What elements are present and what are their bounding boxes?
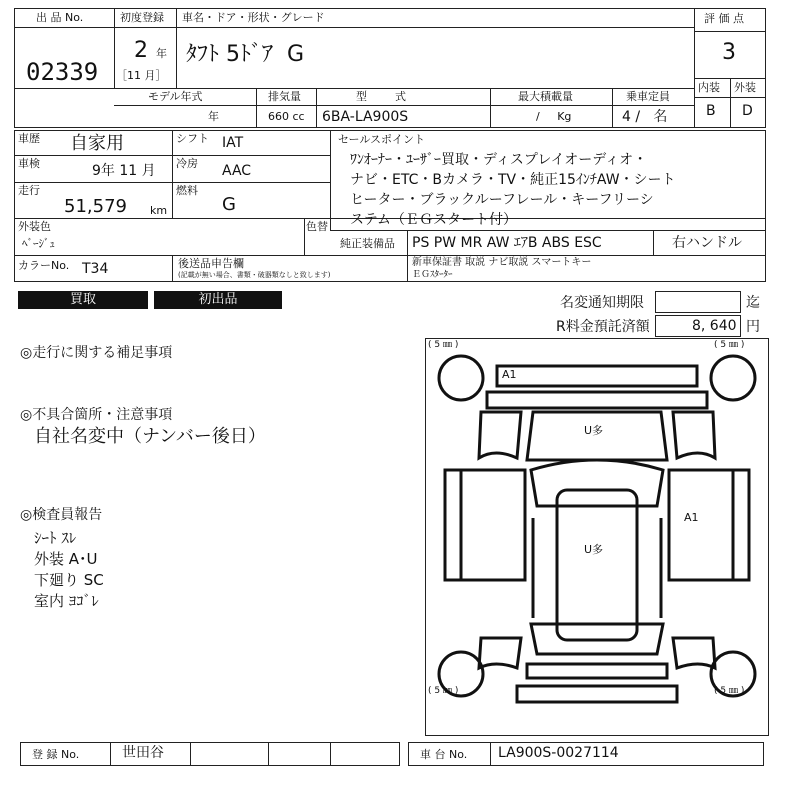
displacement-label: 排気量 bbox=[268, 90, 301, 103]
inspector-report bbox=[34, 528, 104, 612]
fuel: G bbox=[222, 194, 236, 215]
damage-mark-side: A1 bbox=[684, 511, 699, 524]
ac: AAC bbox=[222, 163, 252, 179]
recycle-label: R料金預託済額 bbox=[556, 319, 650, 335]
sales-line: ステム（ＥＧスタート付） bbox=[350, 212, 518, 228]
shift-label: シフト bbox=[176, 132, 209, 145]
reg-no: 世田谷 bbox=[122, 745, 164, 761]
inspector-line: 室内 ﾖｺﾞﾚ bbox=[34, 592, 99, 610]
first-reg-month: ［11 月］ bbox=[116, 69, 167, 82]
first-reg-year: 2 bbox=[134, 38, 148, 63]
car-name: ﾀﾌﾄ 5ﾄﾞｱ G bbox=[186, 42, 305, 67]
sales-line: ヒーター・ブラックルーフレール・キーフリーシ bbox=[350, 192, 654, 208]
damage-mark-front: A1 bbox=[502, 368, 517, 381]
score-label: 評 価 点 bbox=[704, 12, 744, 25]
color-no-label: カラーNo. bbox=[18, 259, 70, 272]
tire-tread-fl: ( 5 ㎜ ) bbox=[428, 340, 459, 350]
year-unit: 年 bbox=[156, 47, 167, 60]
displacement: 660 cc bbox=[268, 110, 305, 123]
max-load: / Kg bbox=[536, 110, 572, 123]
running-notes-label: ◎走行に関する補足事項 bbox=[20, 345, 173, 361]
sales-line: ﾜﾝｵｰﾅｰ・ﾕｰｻﾞｰ買取・ディスプレイオーディオ・ bbox=[350, 152, 648, 168]
interior-label: 内装 bbox=[698, 81, 720, 94]
type-label: 型 式 bbox=[356, 90, 406, 103]
first-reg-label: 初度登録 bbox=[120, 11, 164, 24]
equipment: PS PW MR AW ｴｱB ABS ESC bbox=[412, 235, 602, 251]
inspector-line: 下廻り SC bbox=[34, 571, 104, 589]
doc-label: 後送品申告欄 bbox=[178, 257, 244, 270]
sales-line: ナビ・ETC・Bカメラ・TV・純正15ｲﾝﾁAW・シート bbox=[350, 172, 676, 188]
car-outline bbox=[425, 338, 769, 736]
model-year-label: モデル年式 bbox=[148, 90, 203, 103]
tire-tread-rl: ( 5 ㎜ ) bbox=[428, 686, 459, 696]
ext-color-label: 外装色 bbox=[18, 220, 51, 233]
mileage: 51,579 bbox=[64, 196, 127, 217]
inspector-line: ｼｰﾄ ｽﾚ bbox=[34, 529, 77, 547]
color-change-label: 色替 bbox=[306, 220, 328, 233]
defect-notes-label: ◎不具合箇所・注意事項 bbox=[20, 407, 173, 423]
reg-no-label: 登 録 No. bbox=[32, 748, 80, 761]
history-label: 車歴 bbox=[18, 132, 40, 145]
sales-label: セールスポイント bbox=[338, 133, 426, 146]
max-load-label: 最大積載量 bbox=[518, 90, 573, 103]
recycle-unit: 円 bbox=[746, 319, 760, 335]
score: 3 bbox=[722, 40, 736, 65]
equipment-label: 純正装備品 bbox=[340, 237, 395, 250]
color-no: T34 bbox=[82, 261, 109, 277]
warranty: 新車保証書 取説 ナビ取説 スマートキー bbox=[412, 257, 592, 268]
name-change-unit: 迄 bbox=[746, 295, 760, 311]
exterior-label: 外装 bbox=[734, 81, 756, 94]
ac-label: 冷房 bbox=[176, 157, 198, 170]
defect-notes-text: 自社名変中（ナンバー後日） bbox=[34, 426, 266, 447]
doc-note: (記載が無い場合、書類・破器類なしと致します) bbox=[178, 271, 331, 279]
lot-no: 02339 bbox=[26, 58, 99, 86]
fuel-label: 燃料 bbox=[176, 184, 198, 197]
inspector-label: ◎検査員報告 bbox=[20, 507, 103, 523]
model-year-unit: 年 bbox=[208, 110, 219, 123]
interior-grade: B bbox=[706, 103, 716, 119]
inspection-label: 車検 bbox=[18, 157, 40, 170]
damage-mark-roof: U多 bbox=[584, 543, 604, 556]
inspector-line: 外装 A･U bbox=[34, 550, 98, 568]
first-listing-bar: 初出品 bbox=[154, 291, 282, 309]
ext-color: ﾍﾞｰｼﾞｭ bbox=[22, 237, 55, 250]
shift: IAT bbox=[222, 135, 244, 151]
name-change-box bbox=[655, 291, 741, 313]
name-change-label: 名変通知期限 bbox=[560, 295, 644, 311]
lot-no-label: 出 品 No. bbox=[36, 11, 84, 24]
name-label: 車名・ドア・形状・グレード bbox=[182, 11, 325, 24]
capacity: 4 / 名 bbox=[622, 109, 668, 125]
sales-points bbox=[350, 150, 676, 230]
capacity-label: 乗車定員 bbox=[626, 90, 670, 103]
chassis-no: LA900S-0027114 bbox=[498, 745, 619, 761]
buy-bar: 買取 bbox=[18, 291, 148, 309]
tire-tread-fr: ( 5 ㎜ ) bbox=[714, 340, 745, 350]
mileage-label: 走行 bbox=[18, 184, 40, 197]
eg-starter: ＥＧｽﾀｰﾀｰ bbox=[412, 270, 453, 280]
damage-mark-hood: U多 bbox=[584, 424, 604, 437]
mileage-unit: km bbox=[150, 204, 168, 217]
chassis-no-label: 車 台 No. bbox=[420, 748, 468, 761]
history: 自家用 bbox=[70, 133, 124, 154]
type-value: 6BA-LA900S bbox=[322, 109, 409, 125]
exterior-grade: D bbox=[742, 103, 753, 119]
inspection: 9年 11 月 bbox=[92, 163, 156, 179]
handle: 右ハンドル bbox=[672, 235, 742, 251]
tire-tread-rr: ( 5 ㎜ ) bbox=[714, 686, 745, 696]
recycle-value: 8, 640 bbox=[692, 318, 737, 334]
